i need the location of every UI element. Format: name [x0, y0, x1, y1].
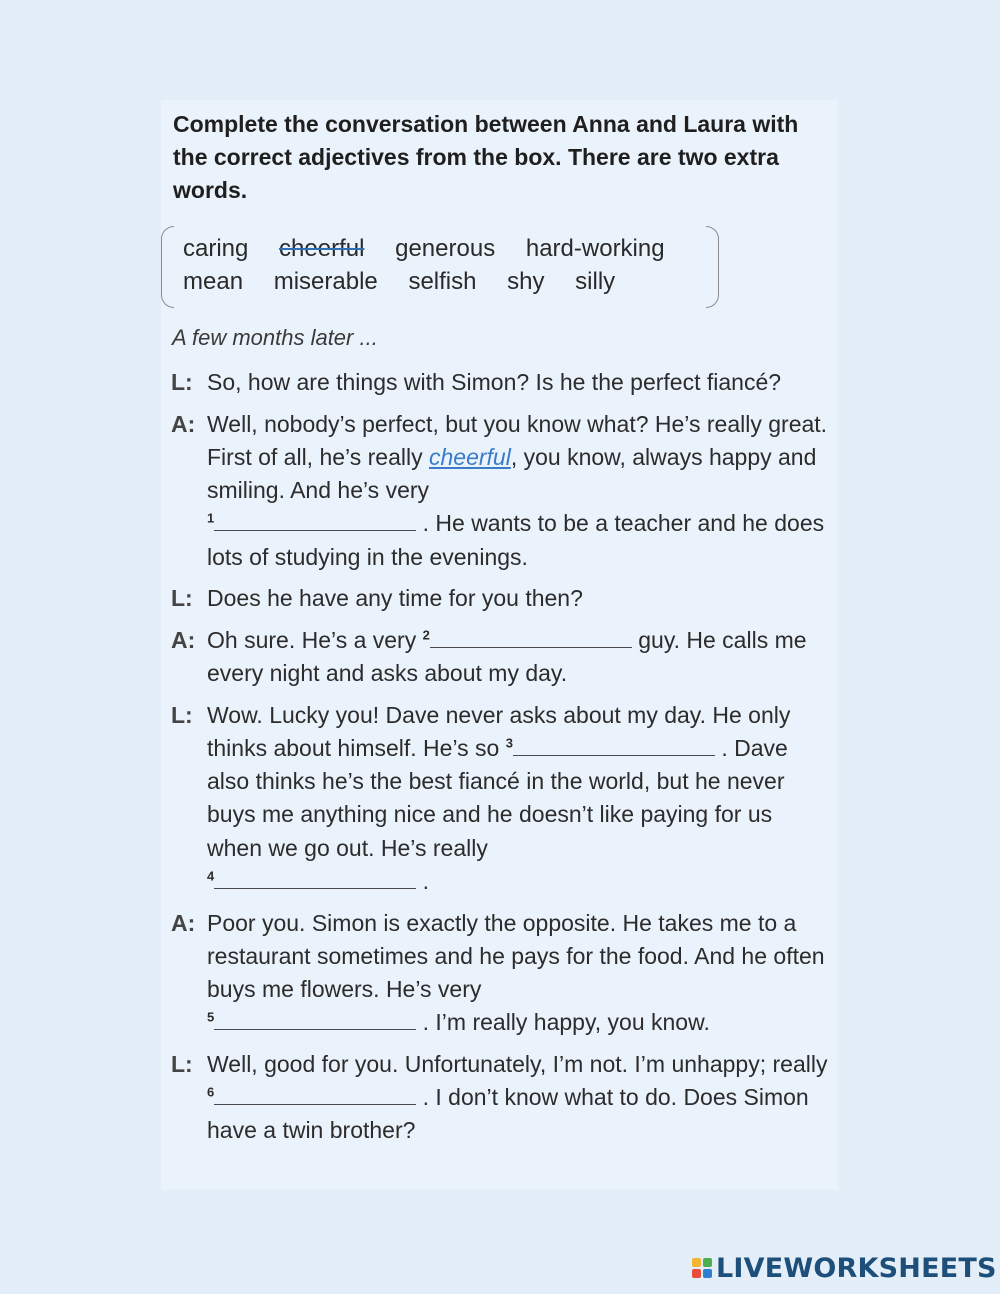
logo-text: LIVEWORKSHEETS [716, 1252, 997, 1284]
dialogue-turn [171, 907, 831, 1040]
word-box-row-1 [183, 235, 689, 263]
dialogue-text: So, how are things with Simon? Is he the perfect fiancé? [207, 369, 782, 395]
gap-number: 1 [207, 510, 215, 526]
liveworksheets-logo[interactable] [692, 1252, 997, 1284]
dialogue [171, 366, 831, 1156]
dialogue-turn [171, 624, 831, 690]
gap-number: 2 [422, 627, 430, 643]
scene-subtitle: A few months later ... [172, 325, 378, 350]
answer-blank-3[interactable] [513, 733, 715, 756]
dialogue-text: Poor you. Simon is exactly the opposite. He takes me to a restaurant sometimes and he pays for the food. And he often buys me flowers. He’s very $^5$ . I’m really happy, you know. [207, 909, 825, 1036]
word-option: hard-working [525, 235, 665, 262]
word-option: selfish [408, 268, 477, 295]
worksheet-page [161, 100, 838, 1190]
speaker-label: A: [171, 410, 196, 437]
example-answer: cheerful [428, 443, 511, 470]
word-option: silly [575, 268, 616, 295]
dialogue-turn [171, 699, 831, 898]
gap-number: 3 [505, 735, 513, 751]
answer-blank-4[interactable] [214, 866, 416, 889]
answer-blank-5[interactable] [214, 1007, 416, 1030]
word-option: generous [395, 235, 496, 262]
word-box-left-bracket [161, 226, 174, 308]
word-option: mean [183, 268, 244, 295]
logo-square [703, 1269, 712, 1278]
speaker-label: A: [171, 626, 196, 653]
dialogue-text: Well, nobody’s perfect, but you know what? He’s really great. First of all, he’s really cheerful, you know, always happy and smiling. And he’s very $^1$ . He wants to be a teacher and he does lots of studying in the evenings. [207, 410, 828, 570]
liveworksheets-logo-icon [692, 1258, 712, 1278]
answer-blank-2[interactable] [430, 625, 632, 648]
dialogue-text: Well, good for you. Unfortunately, I’m not. I’m unhappy; really $^6$ . I don’t know what to do. Does Simon have a twin brother? [207, 1050, 828, 1144]
gap-number: 5 [207, 1009, 215, 1025]
dialogue-turn [171, 582, 831, 615]
gap-number: 6 [207, 1084, 215, 1100]
word-box-row-2 [183, 268, 639, 296]
dialogue-turn [171, 408, 831, 574]
word-option: shy [507, 268, 545, 295]
dialogue-text: Oh sure. He’s a very $^2$ guy. He calls me every night and asks about my day. [207, 626, 807, 687]
speaker-label: L: [171, 701, 193, 728]
dialogue-text: Does he have any time for you then? [207, 585, 583, 612]
gap-number: 4 [207, 868, 215, 884]
dialogue-turn [171, 366, 831, 399]
speaker-label: L: [171, 1050, 193, 1077]
speaker-label: L: [171, 369, 193, 395]
answer-blank-6[interactable] [214, 1082, 416, 1105]
logo-square [692, 1269, 701, 1278]
dialogue-text: Wow. Lucky you! Dave never asks about my day. He only thinks about himself. He’s so $^3$ . Dave also thinks he’s the best fiancé in the world, but he never buys me anything nice and he doesn’t like paying for us when we go out. He’s really $^4$ . [207, 701, 791, 894]
dialogue-turn [171, 1048, 831, 1148]
word-option: caring [183, 235, 249, 262]
word-option: miserable [273, 268, 378, 295]
word-option-used: cheerful [279, 235, 365, 262]
logo-square [703, 1258, 712, 1267]
word-box-right-bracket [706, 226, 719, 308]
logo-square [692, 1258, 701, 1267]
speaker-label: L: [171, 585, 193, 612]
word-box [161, 226, 719, 308]
instructions: Complete the conversation between Anna and Laura with the correct adjectives from the box. There are two extra words. [173, 111, 799, 203]
answer-blank-1[interactable] [214, 508, 416, 531]
speaker-label: A: [171, 909, 196, 936]
